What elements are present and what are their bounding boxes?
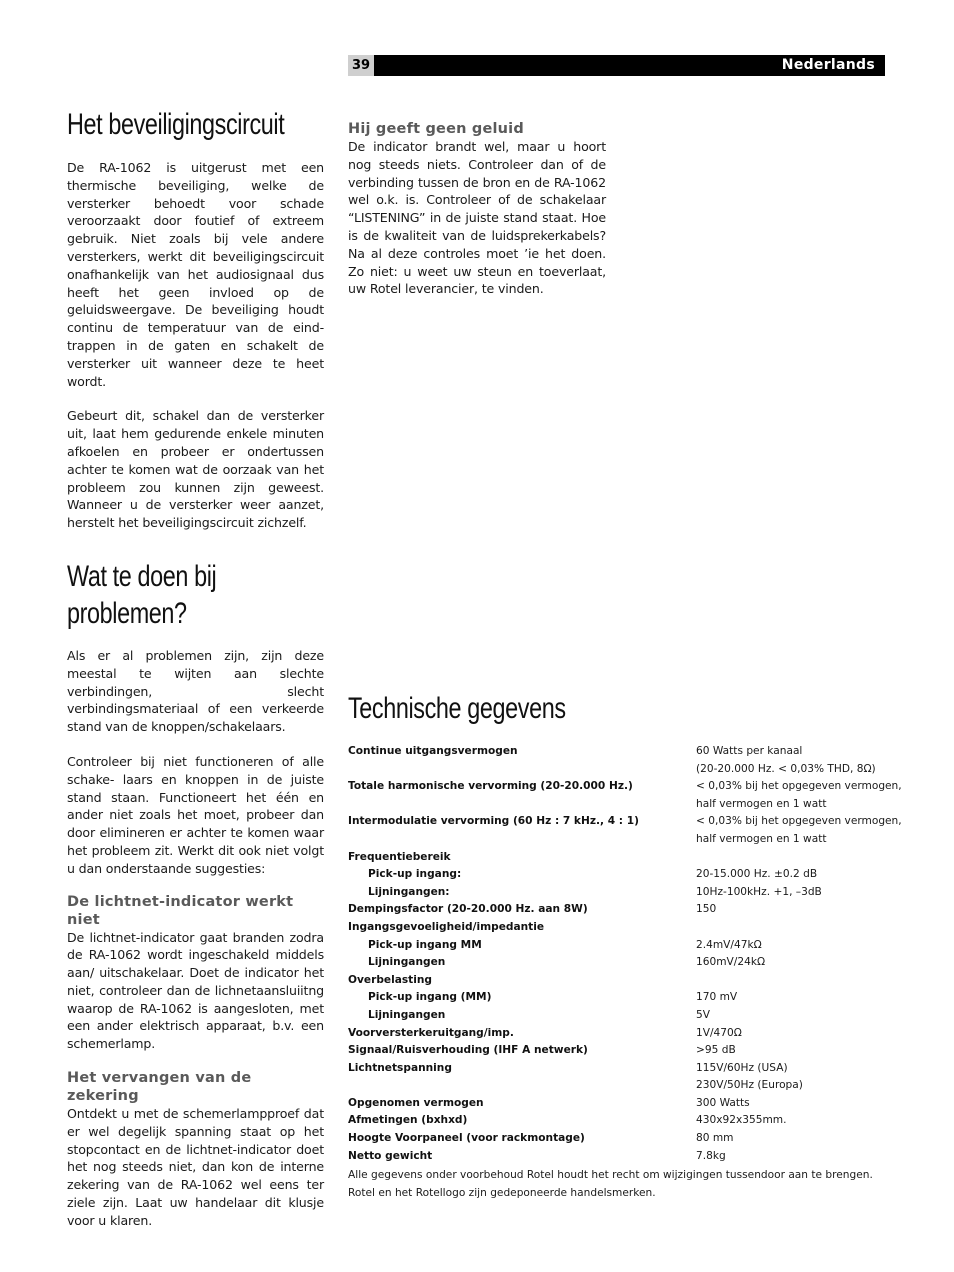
troubleshooting-paragraph-2: Controleer bij niet functioneren of alle schake- laars en knoppen in de juiste stand staan. Functioneert het één en ander niet zoals het moet, probeer dan door elimineren er achter te komen waar het probleem zit. Werkt dit ook niet volgt u dan onderstaande suggesties:	[67, 753, 324, 876]
specs-heading: Technische gegevens	[348, 692, 566, 725]
spec-value: half vermogen en 1 watt	[696, 797, 827, 810]
spec-value: 5V	[696, 1008, 710, 1021]
spec-value: 7.8kg	[696, 1149, 726, 1162]
spec-label: Lijningangen	[368, 956, 446, 969]
spec-value: 20-15.000 Hz. ±0.2 dB	[696, 868, 818, 881]
spec-value: 1V/470Ω	[696, 1026, 742, 1039]
spec-value: >95 dB	[696, 1044, 736, 1057]
spec-label: Lijningangen	[368, 1008, 446, 1021]
spec-value: 170 mV	[696, 991, 738, 1004]
troubleshooting-heading: Wat te doen bij problemen?	[67, 559, 217, 630]
language-label: Nederlands	[781, 57, 875, 73]
spec-label: Intermodulatie vervorming (60 Hz : 7 kHz., 4 : 1)	[348, 815, 639, 828]
spec-value: 115V/60Hz (USA)	[696, 1061, 788, 1074]
spec-row	[348, 884, 888, 902]
spec-row	[348, 1060, 888, 1078]
spec-label: Voorversterkeruitgang/imp.	[348, 1026, 514, 1039]
spec-label: Pick-up ingang:	[368, 868, 462, 881]
protection-paragraph-1: De RA-1062 is uitgerust met een thermische beveiliging, welke de versterker behoedt voor schade veroorzaakt door foutief of extreem gebruik. Niet zoals bij vele andere versterkers, werkt dit beveiligingscircuit onafhankelijk van het audiosignaal dus heeft het geen invloed op de geluidsweergave. De beveiliging houdt continu de temperatuur van de eind- trappen in de gaten en schakelt de versterker uit wanneer deze te heet wordt.	[67, 160, 324, 389]
fuse-paragraph: Ontdekt u met de schemerlampproef dat er wel degelijk spanning staat op het stopcontact en de lichtnet-indicator doet het nog steeds niet, dan kon de interne zekering van de RA-1062 wel eens ter ziele zijn. Laat uw handelaar dit klusje voor u klaren.	[67, 1106, 324, 1228]
no-sound-paragraph: De indicator brandt wel, maar u hoort nog steeds niets. Controleer dan of de verbinding tussen de bron en de RA-1062 wel o.k. is. Controleer of de schakelaar “LISTENING” in de juiste stand staat. Hoe is de kwaliteit van de luidsprekerkabels? Na al deze controles moet ’ie het doen. Zo niet: u weet uw steun en toeverlaat, uw Rotel leverancier, te vinden.	[348, 139, 606, 297]
spec-value: < 0,03% bij het opgegeven vermogen,	[696, 780, 902, 793]
spec-value: 150	[696, 903, 717, 916]
indicator-paragraph: De lichtnet-indicator gaat branden zodra de RA-1062 wordt ingeschakeld middels aan/ uitschakelaar. Doet de indicator het niet, controleer dan de lichnetaansluiitng waarop de RA-1062 is aangesloten, met een ander elektrisch apparaat, b.v. een schemerlamp.	[67, 929, 324, 1052]
spec-label: Overbelasting	[348, 973, 432, 986]
spec-row	[348, 954, 888, 972]
spec-label: Continue uitgangsvermogen	[348, 745, 518, 757]
spec-row	[348, 849, 888, 867]
spec-label: Lijningangen:	[368, 885, 450, 898]
spec-value: 430x92x355mm.	[696, 1114, 787, 1127]
spec-row	[348, 796, 888, 814]
fuse-subheading: Het vervangen van de zekering	[67, 1070, 252, 1105]
spec-row	[348, 1077, 888, 1095]
spec-value: 2.4mV/47kΩ	[696, 938, 762, 951]
spec-value: 10Hz-100kHz. +1, –3dB	[696, 885, 822, 898]
spec-row	[348, 813, 902, 831]
spec-row	[348, 919, 888, 937]
disclaimer-note: Alle gegevens onder voorbehoud Rotel houdt het recht om wijzigingen tussendoor aan te brengen.	[348, 1169, 873, 1181]
troubleshooting-paragraph-1: Als er al problemen zijn, zijn deze meestal te wijten aan slechte verbindingen, slecht verbindingsmateriaal of een verkeerde stand van de knoppen/schakelaars.	[67, 647, 324, 735]
spec-value: 300 Watts	[696, 1096, 750, 1109]
spec-row	[348, 1148, 888, 1166]
spec-value: < 0,03% bij het opgegeven vermogen,	[696, 815, 902, 828]
spec-value: half vermogen en 1 watt	[696, 832, 827, 845]
spec-value: (20-20.000 Hz. < 0,03% THD, 8Ω)	[696, 762, 876, 775]
spec-row	[348, 778, 902, 796]
spec-label: Netto gewicht	[348, 1149, 433, 1162]
protection-heading: Het beveiligingscircuit	[67, 108, 285, 141]
spec-label: Signaal/Ruisverhouding (IHF A netwerk)	[348, 1044, 588, 1057]
spec-row	[348, 1025, 888, 1043]
spec-label: Hoogte Voorpaneel (voor rackmontage)	[348, 1132, 585, 1145]
left-column	[67, 106, 324, 1230]
page-header-bar	[348, 55, 885, 76]
protection-paragraph-2: Gebeurt dit, schakel dan de versterker uit, laat hem gedurende enkele minuten afkoelen en probeer er ondertussen achter te komen wat de oorzaak van het probleem zou kunnen zijn geweest. Wanneer u de versterker weer aanzet, herstelt het beveiligingscircuit zichzelf.	[67, 408, 324, 531]
spec-label: Opgenomen vermogen	[348, 1096, 484, 1109]
spec-label: Lichtnetspanning	[348, 1061, 452, 1074]
spec-value: 230V/50Hz (Europa)	[696, 1079, 803, 1092]
spec-row	[348, 1130, 888, 1148]
spec-value: 80 mm	[696, 1132, 734, 1145]
spec-row	[348, 901, 888, 919]
spec-row	[348, 1095, 888, 1113]
spec-row	[348, 831, 888, 849]
spec-value: 160mV/24kΩ	[696, 956, 766, 969]
trademark-note: Rotel en het Rotellogo zijn gedeponeerde handelsmerken.	[348, 1186, 656, 1199]
page-number: 39	[348, 55, 374, 76]
spec-row	[348, 761, 888, 779]
no-sound-subheading: Hij geeft geen geluid	[348, 121, 524, 137]
spec-row	[348, 937, 888, 955]
right-column	[348, 120, 606, 298]
spec-row	[348, 989, 888, 1007]
spec-row	[348, 1042, 888, 1060]
spec-row	[348, 1112, 888, 1130]
specs-table	[348, 743, 902, 1165]
spec-row	[348, 743, 888, 761]
indicator-subheading: De lichtnet-indicator werkt niet	[67, 893, 294, 928]
spec-label: Ingangsgevoeligheid/impedantie	[348, 920, 545, 933]
notes	[348, 1167, 888, 1202]
spec-row	[348, 866, 888, 884]
spec-label: Afmetingen (bxhxd)	[348, 1114, 468, 1127]
spec-label: Frequentiebereik	[348, 850, 451, 863]
spec-row	[348, 1007, 888, 1025]
spec-label: Pick-up ingang MM	[368, 938, 482, 951]
spec-row	[348, 972, 888, 990]
spec-label: Pick-up ingang (MM)	[368, 991, 492, 1004]
spec-label: Totale harmonische vervorming (20-20.000 Hz.)	[348, 780, 633, 793]
spec-label: Dempingsfactor (20-20.000 Hz. aan 8W)	[348, 903, 588, 916]
spec-value: 60 Watts per kanaal	[696, 745, 803, 757]
specs-heading-wrap	[348, 690, 627, 727]
